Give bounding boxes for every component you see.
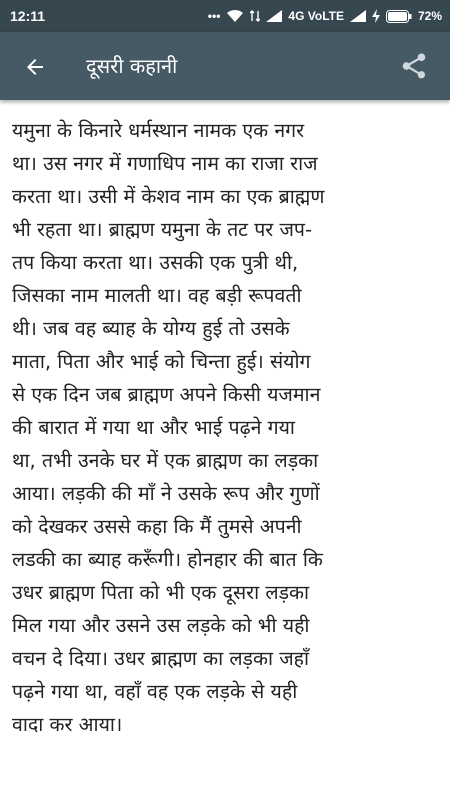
wifi-icon [226,9,244,23]
story-line: करता था। उसी में केशव नाम का एक ब्राह्मण [12,185,325,208]
status-bar [0,0,450,32]
story-line: मिल गया और उसने उस लड़के को भी यही [12,614,310,637]
story-line: थी। जब वह ब्याह के योग्य हुई तो उसके [12,317,290,340]
story-line: तप किया करता था। उसकी एक पुत्री थी, [12,251,299,274]
story-line: लडकी का ब्याह करूँगी। होनहार की बात कि [12,548,323,571]
battery-percent: 72% [417,9,442,23]
share-icon [399,51,429,81]
battery-icon [386,10,412,23]
story-line: था। उस नगर में गणाधिप नाम का राजा राज [12,152,318,175]
share-button[interactable] [396,48,432,84]
story-line: को देखकर उससे कहा कि मैं तुमसे अपनी [12,515,302,538]
story-line: था, तभी उनके घर में एक ब्राह्मण का लड़का [12,449,319,472]
story-text [12,114,436,741]
story-line: पढ़ने गया था, वहाँ वह एक लड़के से यही [12,680,298,703]
story-line: की बारात में गया था और भाई पढ़ने गया [12,416,295,439]
status-time: 12:11 [10,8,46,24]
story-line: वादा कर आया। [12,713,123,736]
more-dots-icon: ••• [207,9,221,23]
arrow-left-icon [23,55,47,79]
story-line: भी रहता था। ब्राह्मण यमुना के तट पर जप- [12,218,313,241]
story-line: माता, पिता और भाई को चिन्ता हुई। संयोग [12,350,311,373]
page-title: दूसरी कहानी [86,54,178,78]
signal-icon-2 [350,10,366,22]
signal-icon [266,10,282,22]
story-line: आया। लड़की की माँ ने उसके रूप और गुणों [12,482,320,505]
story-line: जिसका नाम मालती था। वह बड़ी रूपवती [12,284,302,307]
story-line: यमुना के किनारे धर्मस्थान नामक एक नगर [12,119,305,142]
story-line: उधर ब्राह्मण पिता को भी एक दूसरा लड़का [12,581,310,604]
charging-icon [372,9,380,23]
network-type: 4G VoLTE [288,9,344,23]
data-arrows-icon [250,9,260,23]
back-button[interactable] [18,50,52,84]
story-line: वचन दे दिया। उधर ब्राह्मण का लड़का जहाँ [12,647,310,670]
status-icons [208,6,442,26]
app-bar [0,32,450,100]
story-line: से एक दिन जब ब्राह्मण अपने किसी यजमान [12,383,321,406]
